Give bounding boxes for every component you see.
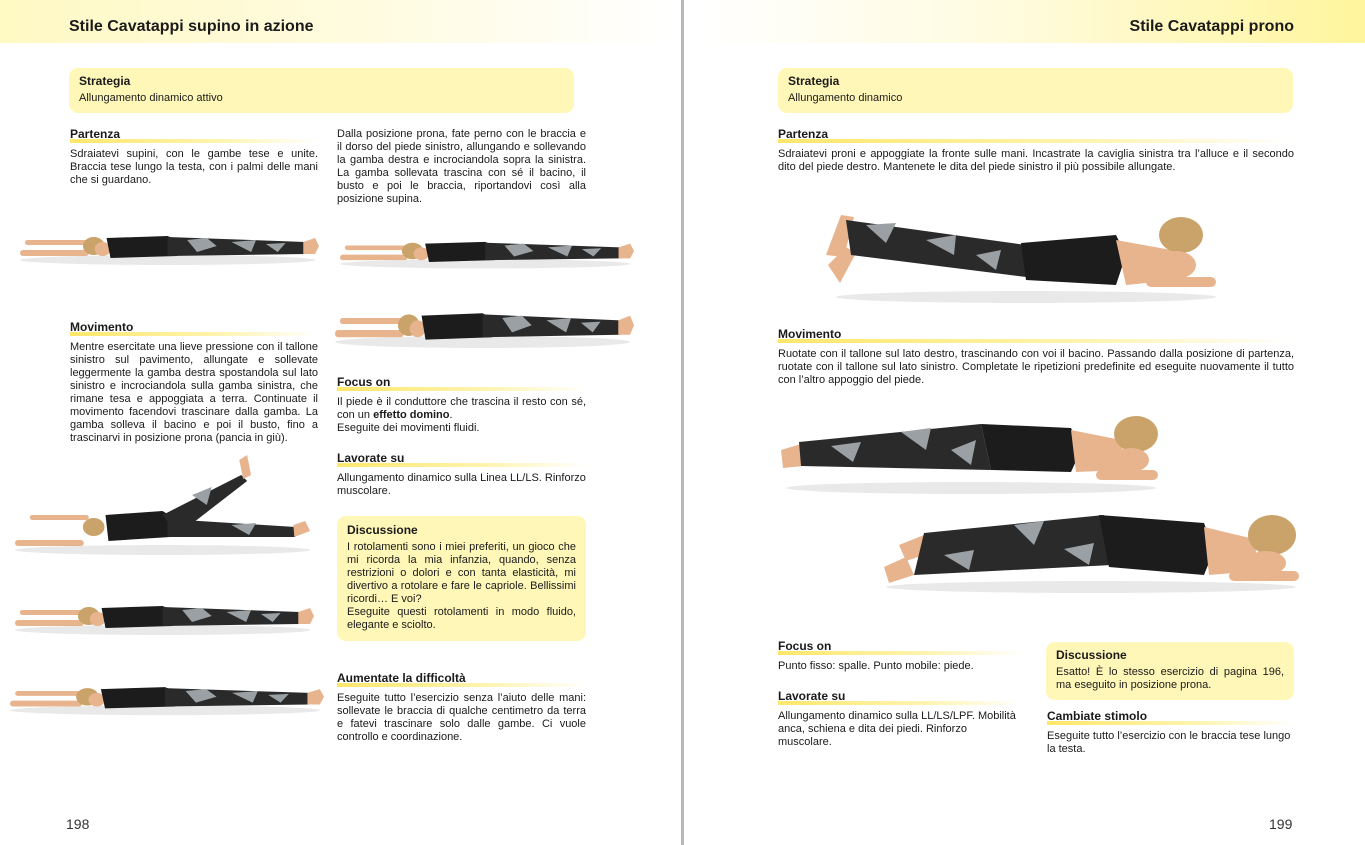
photo-roll-prone-2 <box>10 662 325 720</box>
photo-prone-rotate-right <box>781 410 1161 495</box>
left-movimento-section <box>70 320 318 445</box>
left-page <box>0 0 681 845</box>
left-page-number: 198 <box>66 816 90 832</box>
left-partenza-text: Sdraiatevi supini, con le gambe tese e unite. Braccia tese lungo la testa, con i palmi delle mani che si guardano. <box>70 148 318 186</box>
left-movimento-text: Mentre esercitate una lieve pressione con il tallone sinistro sul pavimento, allungate e sollevate leggermente la gamba destra spostandola sul lato sinistro e incrociandola sulla gamba sinistra, che rimane tesa e appoggiata a terra. Continuate il movimento facendovi trascinare dalla gamba. La gamba solleva il bacino e poi il busto, fino a trascinarvi in posizione prona (pancia in giù). <box>70 341 318 444</box>
right-focus-title: Focus on <box>778 639 1023 655</box>
left-focus-text-a: Il piede è il conduttore che trascina il resto con sé, con un <box>337 396 586 421</box>
left-continuation-text: Dalla posizione prona, fate perno con le braccia e il dorso del piede sinistro, allungando e sollevando la gamba destra e incrociandola sopra la sinistra. La gamba sollevata trascina con sé il bacino, il busto e poi le braccia, riportandovi così alla posizione supina. <box>337 128 586 205</box>
photo-prone-rotate-left <box>884 505 1299 595</box>
left-focus-text-b: . <box>449 409 453 421</box>
right-lavorate-title: Lavorate su <box>778 689 1023 705</box>
right-movimento-text: Ruotate con il tallone sul lato destro, trascinando con voi il bacino. Passando dalla posizione di partenza, ruotate con il tallone sul lato sinistro. Completate le ripetizioni predefinite ed eseguite nuovamente il tutto con l’altro appoggio del piede. <box>778 348 1294 386</box>
left-strategia-box <box>69 68 574 113</box>
left-discussione-title: Discussione <box>347 523 418 537</box>
right-page-title: Stile Cavatappi prono <box>1129 18 1294 35</box>
left-focus-title: Focus on <box>337 375 586 391</box>
left-discussione-text2: Eseguite questi rotolamenti in modo fluido, elegante e sciolto. <box>347 606 576 631</box>
left-focus-text <box>337 396 586 435</box>
photo-supine-start <box>20 210 320 270</box>
left-focus-section <box>337 375 586 435</box>
right-movimento-section <box>778 327 1294 387</box>
right-strategia-box <box>778 68 1293 113</box>
left-lavorate-title: Lavorate su <box>337 451 586 467</box>
right-strategia-text: Allungamento dinamico <box>788 92 903 104</box>
right-lavorate-text: Allungamento dinamico sulla LL/LS/LPF. Mobilità anca, schiena e dita dei piedi. Rinforzo muscolare. <box>778 710 1016 748</box>
right-lavorate-section <box>778 689 1023 749</box>
left-strategia-text: Allungamento dinamico attivo <box>79 92 223 104</box>
left-lavorate-text: Allungamento dinamico sulla Linea LL/LS. Rinforzo muscolare. <box>337 472 586 497</box>
right-partenza-text: Sdraiatevi proni e appoggiate la fronte sulle mani. Incastrate la caviglia sinistra tra l’alluce e il secondo dito del piede destro. Mantenete le dita del piede sinistro il più possibile allungate. <box>778 148 1294 173</box>
left-aumentate-section <box>337 671 586 744</box>
right-cambiate-text: Eseguite tutto l’esercizio con le braccia tese lungo la testa. <box>1047 730 1291 755</box>
photo-roll-phase-1 <box>340 218 635 273</box>
left-partenza-section <box>70 127 318 187</box>
right-partenza-title: Partenza <box>778 127 1294 143</box>
right-partenza-section <box>778 127 1294 174</box>
right-cambiate-section <box>1047 709 1294 756</box>
left-page-title: Stile Cavatappi supino in azione <box>69 18 314 35</box>
right-cambiate-title: Cambiate stimolo <box>1047 709 1294 725</box>
left-focus-text-c: Eseguite dei movimenti fluidi. <box>337 422 480 434</box>
right-discussione-text: Esatto! È lo stesso esercizio di pagina 196, ma eseguito in posizione prona. <box>1056 666 1284 691</box>
right-focus-section <box>778 639 1023 673</box>
right-discussione-box <box>1046 642 1294 700</box>
left-aumentate-title: Aumentate la difficoltà <box>337 671 586 687</box>
photo-roll-phase-2 <box>335 282 635 354</box>
left-focus-text-bold: effetto domino <box>373 409 450 421</box>
right-strategia-title: Strategia <box>788 74 840 88</box>
right-focus-text: Punto fisso: spalle. Punto mobile: piede. <box>778 660 974 672</box>
left-discussione-box <box>337 516 586 641</box>
right-page-number: 199 <box>1269 816 1293 832</box>
photo-leg-raised <box>15 455 315 555</box>
left-partenza-title: Partenza <box>70 127 318 143</box>
left-movimento-title: Movimento <box>70 320 318 336</box>
photo-prone-start <box>826 195 1216 305</box>
left-discussione-text: I rotolamenti sono i miei preferiti, un gioco che mi ricorda la mia infanzia, quando, senza restrizioni o dolori e con tanta elasticità, mi divertivo a rotolare e fare le capriole. Bellissimi ricordi… E voi? <box>347 541 576 605</box>
right-page <box>684 0 1365 845</box>
left-aumentate-text: Eseguite tutto l’esercizio senza l’aiuto delle mani: sollevate le braccia di qualche centimetro da terra e fatevi trascinare solo dalle gambe. Ci vuole controllo e coordinazione. <box>337 692 586 743</box>
right-movimento-title: Movimento <box>778 327 1294 343</box>
left-strategia-title: Strategia <box>79 74 131 88</box>
left-lavorate-section <box>337 451 586 498</box>
photo-roll-prone-1 <box>15 580 315 640</box>
right-discussione-title: Discussione <box>1056 648 1127 662</box>
